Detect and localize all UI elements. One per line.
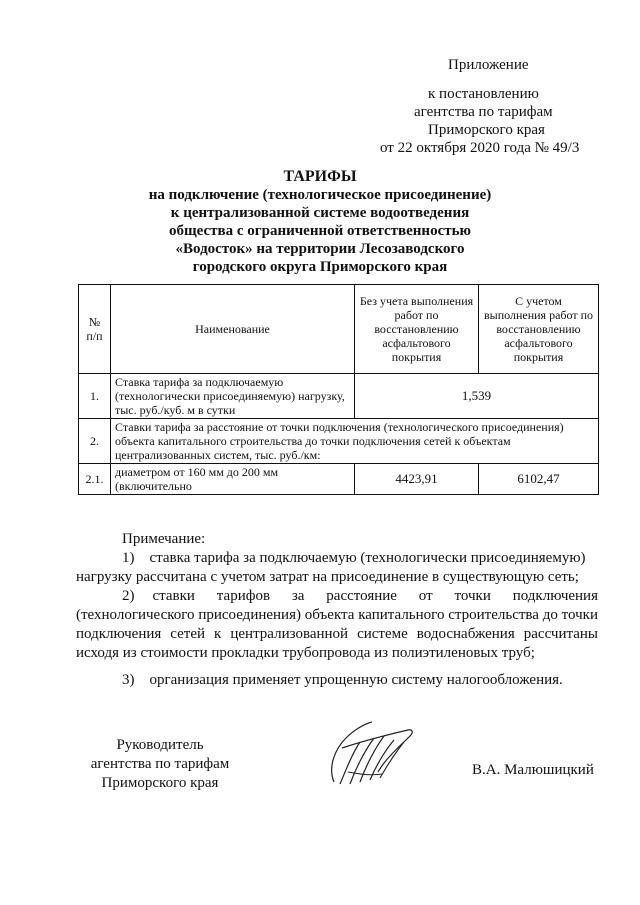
appendix-date-line: от 22 октября 2020 года № 49/3 bbox=[380, 140, 580, 156]
title-line-5: городского округа Приморского края bbox=[192, 259, 448, 275]
note-3-number: 3) bbox=[122, 672, 135, 688]
title-line-3: общества с ограниченной ответственностью bbox=[169, 223, 471, 239]
tariff-table bbox=[78, 284, 599, 495]
note-item-1 bbox=[76, 549, 598, 587]
document-title bbox=[120, 168, 520, 276]
signatory-line-3: Приморского края bbox=[101, 775, 219, 791]
row-name: Ставка тарифа за подключаемую (технологически присоединяемую) нагрузку, тыс. руб./куб. м в сутки bbox=[111, 374, 355, 419]
row-value-with-asphalt: 6102,47 bbox=[479, 464, 599, 495]
notes-heading: Примечание: bbox=[122, 531, 206, 547]
note-1-rest: нагрузку рассчитана с учетом затрат на присоединение в существующую сеть; bbox=[76, 569, 579, 585]
note-item-3 bbox=[76, 671, 598, 690]
note-2-first-line: ставки тарифов за расстояние от точки подключения bbox=[152, 588, 598, 604]
row-value: 1,539 bbox=[355, 374, 599, 419]
title-heading: ТАРИФЫ bbox=[283, 168, 357, 185]
handwritten-signature bbox=[320, 712, 420, 790]
notes-block bbox=[76, 530, 598, 690]
appendix-agency-line: агентства по тарифам bbox=[414, 104, 553, 120]
appendix-label: Приложение bbox=[448, 57, 529, 73]
header-name: Наименование bbox=[111, 285, 355, 374]
note-3-text: организация применяет упрощенную систему налогообложения. bbox=[149, 672, 563, 688]
table-row bbox=[79, 374, 599, 419]
signatory-name: В.А. Малюшицкий bbox=[472, 762, 594, 778]
row-num: 2.1. bbox=[79, 464, 111, 495]
table-row bbox=[79, 464, 599, 495]
note-1-number: 1) bbox=[122, 550, 135, 566]
appendix-region-line: Приморского края bbox=[428, 122, 545, 138]
signatory-line-2: агентства по тарифам bbox=[90, 756, 230, 772]
title-line-2: к централизованной системе водоотведения bbox=[170, 205, 470, 221]
table-header-row bbox=[79, 285, 599, 374]
note-2-number: 2) bbox=[122, 588, 135, 604]
row-num: 2. bbox=[79, 419, 111, 464]
row-name: Ставки тарифа за расстояние от точки подключения (технологического присоединения) объекта капитального строительства до точки подключения сетей к объектам централизованных систем, тыс. руб./км: bbox=[111, 419, 599, 464]
header-num: № п/п bbox=[79, 285, 111, 374]
note-1-first-line: ставка тарифа за подключаемую (технологически присоединяемую) bbox=[149, 550, 586, 566]
title-line-1: на подключение (технологическое присоединение) bbox=[148, 187, 492, 203]
header-without-asphalt: Без учета выполнения работ по восстановлению асфальтового покрытия bbox=[355, 285, 479, 374]
row-value-without-asphalt: 4423,91 bbox=[355, 464, 479, 495]
title-line-4: «Водосток» на территории Лесозаводского bbox=[175, 241, 465, 257]
table-row bbox=[79, 419, 599, 464]
note-2-rest: (технологического присоединения) объекта капитального строительства до точки подключения сетей к централизованной системе водоснабжения рассчитаны исходя из стоимости прокладки трубопровода из полиэтиленовых труб; bbox=[76, 607, 598, 661]
signatory-line-1: Руководитель bbox=[116, 737, 204, 753]
row-num: 1. bbox=[79, 374, 111, 419]
note-item-2 bbox=[76, 587, 598, 663]
row-name: диаметром от 160 мм до 200 мм (включительно bbox=[111, 464, 355, 495]
signatory-title bbox=[80, 736, 240, 793]
appendix-ref-line: к постановлению bbox=[428, 86, 539, 102]
header-with-asphalt: С учетом выполнения работ по восстановлению асфальтового покрытия bbox=[479, 285, 599, 374]
